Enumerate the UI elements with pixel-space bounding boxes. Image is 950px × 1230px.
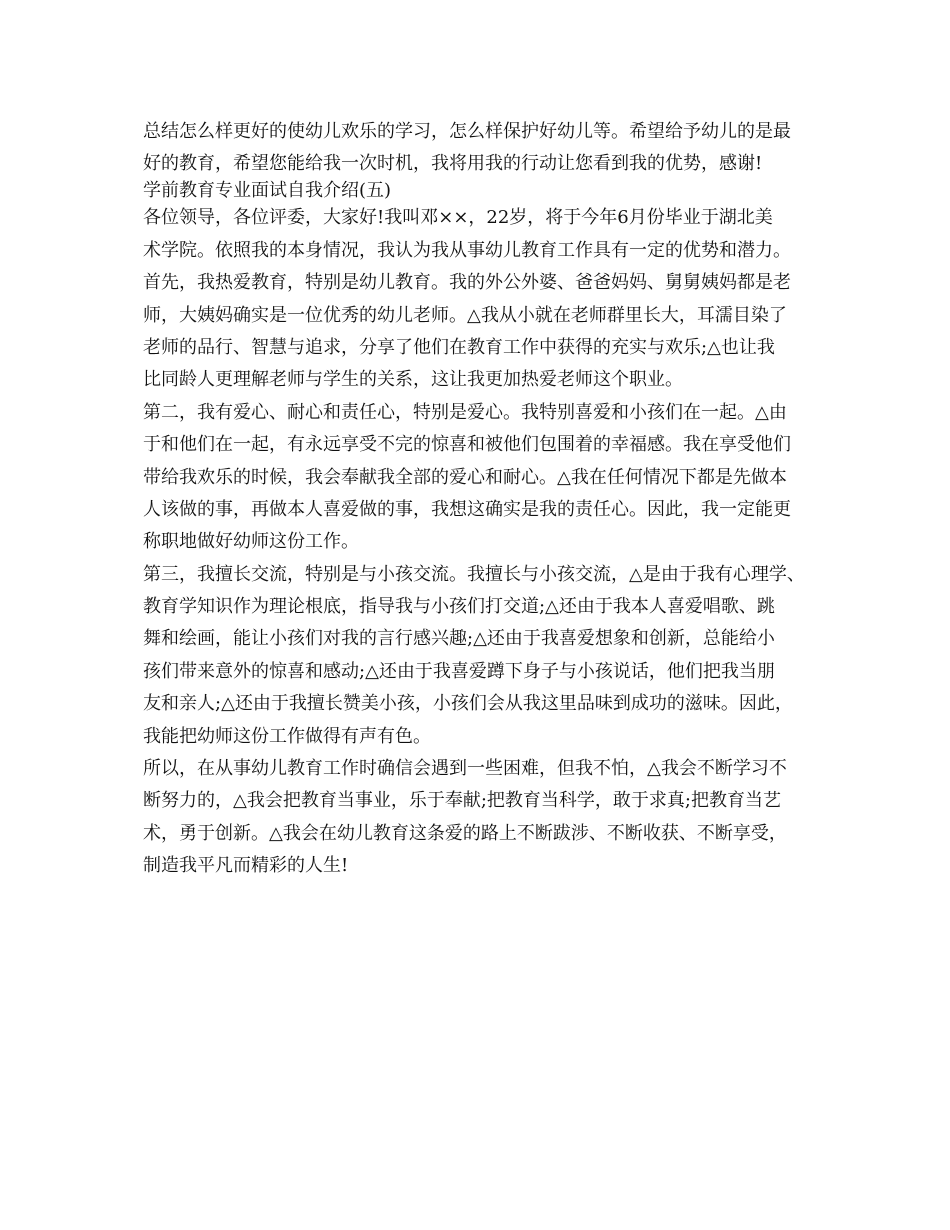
body-text: [143, 116, 823, 883]
section-heading: 学前教育专业面试自我介绍(五): [143, 180, 392, 202]
text-line: 带给我欢乐的时候，我会奉献我全部的爱心和耐心。△我在任何情况下都是先做本: [143, 466, 787, 488]
text-line: 第二，我有爱心、耐心和责任心，特别是爱心。我特别喜爱和小孩们在一起。△由: [143, 401, 787, 423]
text-line: 教育学知识作为理论根底，指导我与小孩们打交道;△还由于我本人喜爱唱歌、跳: [143, 596, 775, 618]
text-line: 友和亲人;△还由于我擅长赞美小孩，小孩们会从我这里品味到成功的滋味。因此，: [143, 693, 793, 715]
text-line: 好的教育，希望您能给我一次时机，我将用我的行动让您看到我的优势，感谢!: [143, 153, 763, 175]
text-line: 舞和绘画，能让小孩们对我的言行感兴趣;△还由于我喜爱想象和创新，总能给小: [143, 628, 775, 650]
text-line: 师，大姨妈确实是一位优秀的幼儿老师。△我从小就在老师群里长大，耳濡目染了: [143, 304, 787, 326]
text-line: 人该做的事，再做本人喜爱做的事，我想这确实是我的责任心。因此，我一定能更: [143, 498, 791, 520]
text-line: 总结怎么样更好的使幼儿欢乐的学习，怎么样保护好幼儿等。希望给予幼儿的是最: [143, 121, 791, 142]
text-line: 术，勇于创新。△我会在幼儿教育这条爱的路上不断跋涉、不断收获、不断享受，: [143, 822, 787, 844]
text-line: 老师的品行、智慧与追求，分享了他们在教育工作中获得的充实与欢乐;△也让我: [143, 336, 775, 358]
text-line: 断努力的，△我会把教育当事业，乐于奉献;把教育当科学，敢于求真;把教育当艺: [143, 790, 781, 812]
text-line: 称职地做好幼师这份工作。: [143, 531, 359, 553]
text-line: 制造我平凡而精彩的人生!: [143, 855, 349, 877]
text-line: 孩们带来意外的惊喜和感动;△还由于我喜爱蹲下身子与小孩说话，他们把我当朋: [143, 660, 775, 682]
text-line: 各位领导，各位评委，大家好!我叫邓××，22岁，将于今年6月份毕业于湖北美: [143, 207, 773, 229]
text-line: 我能把幼师这份工作做得有声有色。: [143, 725, 431, 747]
text-line: 于和他们在一起，有永远享受不完的惊喜和被他们包围着的幸福感。我在享受他们: [143, 434, 791, 456]
text-line: 首先，我热爱教育，特别是幼儿教育。我的外公外婆、爸爸妈妈、舅舅姨妈都是老: [143, 272, 791, 294]
text-line: 比同龄人更理解老师与学生的关系，这让我更加热爱老师这个职业。: [143, 369, 683, 391]
text-line: 第三，我擅长交流，特别是与小孩交流。我擅长与小孩交流，△是由于我有心理学、: [143, 563, 805, 585]
text-line: 术学院。依照我的本身情况，我认为我从事幼儿教育工作具有一定的优势和潜力。: [143, 239, 791, 261]
text-line: 所以，在从事幼儿教育工作时确信会遇到一些困难，但我不怕，△我会不断学习不: [143, 758, 787, 780]
